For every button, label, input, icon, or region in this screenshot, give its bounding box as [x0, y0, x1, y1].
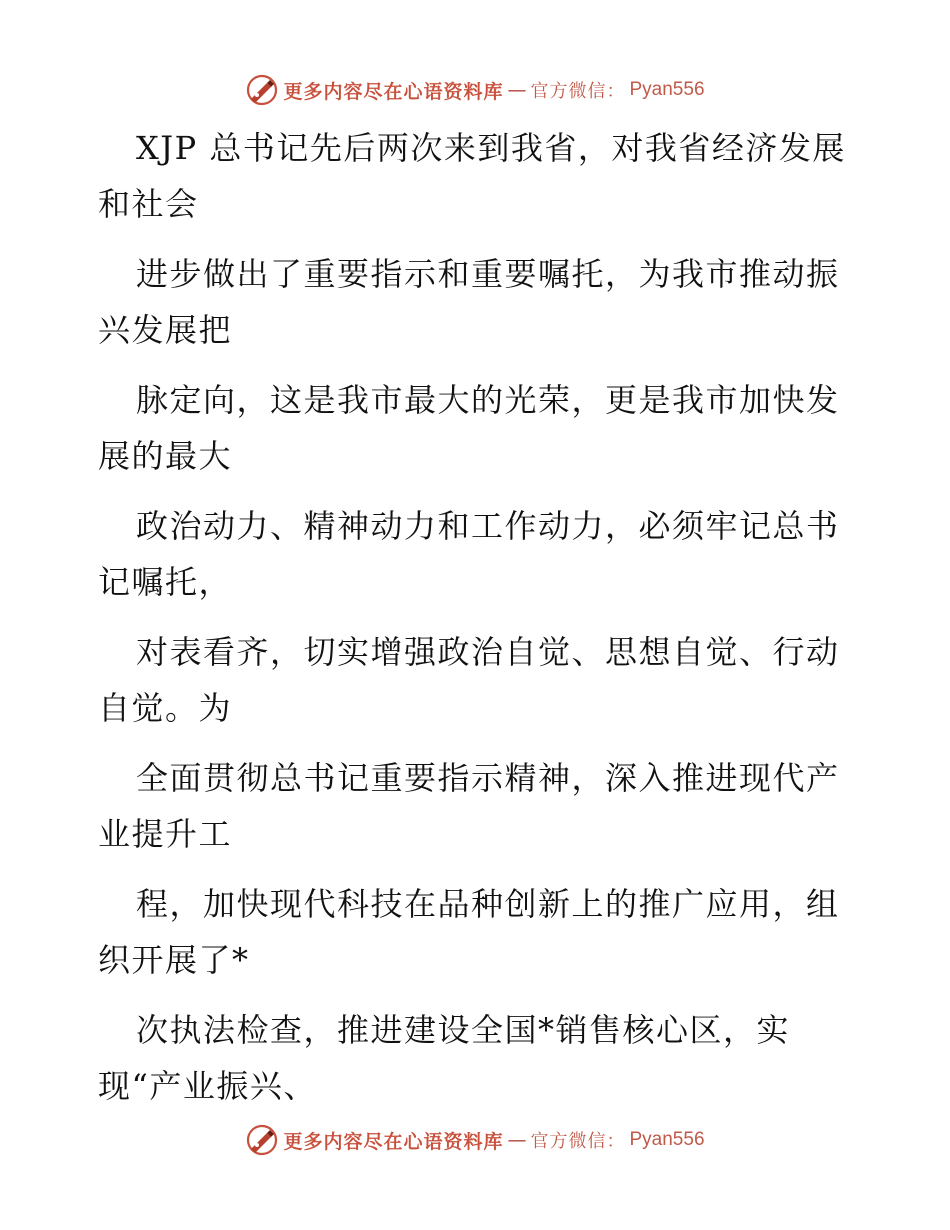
- paragraph-7: [98, 876, 858, 988]
- paragraph-8: [98, 1002, 858, 1114]
- paragraph-7-line-1: 程，加快现代科技在品种创新上的推广应用，组: [136, 885, 840, 923]
- footer-library-text: 更多内容尽在心语资料库: [283, 1130, 504, 1153]
- paragraph-1-line-1: XJP 总书记先后两次来到我省，对我省经济发展: [136, 129, 846, 167]
- paragraph-5-line-2: 自觉。为: [98, 689, 233, 727]
- banner-separator: —: [507, 79, 527, 101]
- paragraph-5: [98, 624, 858, 736]
- paragraph-3-line-1: 脉定向，这是我市最大的光荣，更是我市加快发: [136, 381, 840, 419]
- paragraph-6-line-1: 全面贯彻总书记重要指示精神，深入推进现代产: [136, 759, 840, 797]
- banner-wechat-id: Pyan556: [629, 79, 705, 100]
- footer-separator: —: [507, 1129, 527, 1151]
- paragraph-6: [98, 750, 858, 862]
- footer-banner: [0, 1120, 950, 1160]
- paragraph-2: [98, 246, 858, 358]
- pen-logo-icon: [245, 1123, 279, 1157]
- paragraph-1-line-2: 和社会: [98, 185, 199, 223]
- paragraph-2-line-2: 兴发展把: [98, 311, 233, 349]
- pen-logo-icon: [245, 73, 279, 107]
- header-banner: [0, 70, 950, 110]
- paragraph-3: [98, 372, 858, 484]
- paragraph-7-line-2: 织开展了*: [98, 941, 250, 979]
- banner-library-text: 更多内容尽在心语资料库: [283, 80, 504, 103]
- paragraph-4: [98, 498, 858, 610]
- paragraph-4-line-2: 记嘱托，: [98, 563, 233, 601]
- paragraph-4-line-1: 政治动力、精神动力和工作动力，必须牢记总书: [136, 507, 840, 545]
- footer-wechat-label: 官方微信：: [530, 1131, 626, 1152]
- paragraph-6-line-2: 业提升工: [98, 815, 233, 853]
- document-body: [98, 120, 858, 1128]
- paragraph-8-line-1: 次执法检查，推进建设全国*销售核心区，实: [136, 1011, 791, 1049]
- footer-wechat-id: Pyan556: [629, 1129, 705, 1150]
- paragraph-8-line-2: 现“产业振兴、: [98, 1067, 317, 1105]
- banner-wechat-label: 官方微信：: [530, 81, 626, 102]
- paragraph-5-line-1: 对表看齐，切实增强政治自觉、思想自觉、行动: [136, 633, 840, 671]
- paragraph-3-line-2: 展的最大: [98, 437, 233, 475]
- paragraph-2-line-1: 进步做出了重要指示和重要嘱托，为我市推动振: [136, 255, 840, 293]
- paragraph-1: [98, 120, 858, 232]
